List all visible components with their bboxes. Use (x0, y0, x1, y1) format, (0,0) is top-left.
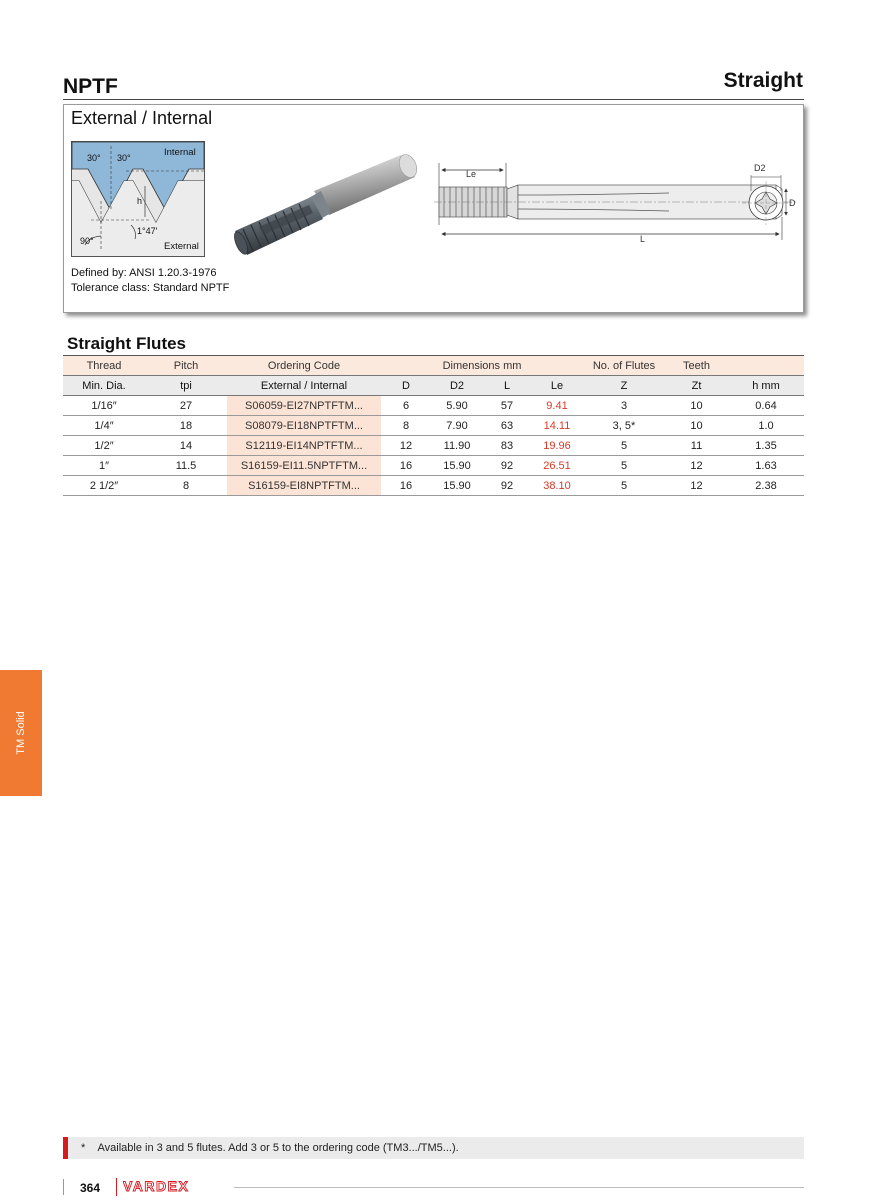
cell-zt: 10 (665, 396, 728, 416)
page-title: NPTF (63, 75, 118, 98)
cell-min-dia: 1/16″ (63, 396, 145, 416)
cell-tpi: 27 (145, 396, 227, 416)
cell-le: 9.41 (531, 396, 583, 416)
cell-le: 14.11 (531, 416, 583, 436)
angle-right-label: 30° (117, 153, 131, 163)
cell-zt: 12 (665, 476, 728, 496)
angle-left-label: 30° (87, 153, 101, 163)
column-header: Zt (665, 376, 728, 396)
group-header-pitch: Pitch (145, 356, 227, 376)
section-side-tab[interactable] (0, 670, 42, 796)
defined-by-text: Defined by: ANSI 1.20.3-1976 (71, 267, 217, 279)
tool-photo (229, 151, 424, 266)
cell-d2: 7.90 (431, 416, 483, 436)
cell-d2: 11.90 (431, 436, 483, 456)
group-header-thread: Thread (63, 356, 145, 376)
cell-h: 1.63 (728, 456, 804, 476)
cell-l: 63 (483, 416, 531, 436)
cell-l: 92 (483, 476, 531, 496)
standard-definition (71, 266, 229, 296)
table-row (63, 416, 804, 436)
cell-z: 5 (583, 436, 665, 456)
footer-tick (63, 1179, 64, 1195)
tolerance-text: Tolerance class: Standard NPTF (71, 282, 230, 294)
section-title: Straight Flutes (67, 334, 187, 353)
cell-d: 16 (381, 456, 431, 476)
cell-h: 1.35 (728, 436, 804, 456)
footnote-accent (63, 1137, 68, 1159)
table-row (63, 456, 804, 476)
cell-h: 1.0 (728, 416, 804, 436)
thread-info-panel (63, 104, 804, 313)
le-dim-label: Le (466, 169, 477, 179)
cell-z: 3, 5* (583, 416, 665, 436)
brand-logo (123, 1178, 225, 1194)
page-subtitle: Straight (723, 69, 803, 92)
footer-rule (234, 1187, 804, 1188)
cell-d: 8 (381, 416, 431, 436)
height-label: h (137, 196, 143, 206)
cell-l: 57 (483, 396, 531, 416)
cell-tpi: 11.5 (145, 456, 227, 476)
d2-dim-label: D2 (754, 163, 766, 173)
cell-tpi: 8 (145, 476, 227, 496)
l-dim-label: L (640, 234, 646, 244)
cell-d2: 15.90 (431, 476, 483, 496)
cell-min-dia: 1/2″ (63, 436, 145, 456)
table-row (63, 396, 804, 416)
group-header-ordering-code: Ordering Code (227, 356, 381, 376)
cell-d: 6 (381, 396, 431, 416)
cell-min-dia: 2 1/2″ (63, 476, 145, 496)
panel-title: External / Internal (71, 108, 213, 128)
column-header: D (381, 376, 431, 396)
footnote-bar (63, 1137, 804, 1159)
cell-min-dia: 1/4″ (63, 416, 145, 436)
cell-zt: 10 (665, 416, 728, 436)
cell-d: 12 (381, 436, 431, 456)
cell-le: 38.10 (531, 476, 583, 496)
internal-label: Internal (164, 147, 196, 158)
cell-le: 19.96 (531, 436, 583, 456)
cell-ordering-code: S06059-EI27NPTFTM... (227, 396, 381, 416)
thread-profile-diagram (71, 141, 205, 257)
brand-wordmark: VARDEX (123, 1178, 190, 1194)
footnote-body: Available in 3 and 5 flutes. Add 3 or 5 to the ordering code (TM3.../TM5...). (97, 1142, 459, 1154)
title-divider (63, 99, 804, 100)
cell-ordering-code: S08079-EI18NPTFTM... (227, 416, 381, 436)
column-header: Z (583, 376, 665, 396)
side-tab-label: TM Solid (15, 711, 27, 755)
footnote-text (81, 1142, 459, 1154)
tool-end-view (737, 161, 797, 241)
group-header-flutes: No. of Flutes (583, 356, 665, 376)
cell-z: 5 (583, 456, 665, 476)
cell-ordering-code: S12119-EI14NPTFTM... (227, 436, 381, 456)
cell-z: 5 (583, 476, 665, 496)
column-header: L (483, 376, 531, 396)
column-header: D2 (431, 376, 483, 396)
cell-le: 26.51 (531, 456, 583, 476)
cell-tpi: 18 (145, 416, 227, 436)
column-header: h mm (728, 376, 804, 396)
cell-z: 3 (583, 396, 665, 416)
group-header-blank (728, 356, 804, 376)
cell-h: 2.38 (728, 476, 804, 496)
footer-divider (116, 1178, 117, 1196)
cell-d2: 15.90 (431, 456, 483, 476)
cell-min-dia: 1″ (63, 456, 145, 476)
cell-d: 16 (381, 476, 431, 496)
page-number: 364 (80, 1181, 101, 1195)
group-header-teeth: Teeth (665, 356, 728, 376)
cell-l: 92 (483, 456, 531, 476)
d-dim-label: D (789, 198, 796, 208)
right-angle-label: 90° (80, 236, 94, 246)
taper-angle-label: 1°47′ (137, 226, 158, 236)
group-header-dimensions: Dimensions mm (381, 356, 583, 376)
cell-ordering-code: S16159-EI8NPTFTM... (227, 476, 381, 496)
cell-zt: 12 (665, 456, 728, 476)
external-label: External (164, 241, 199, 252)
cell-ordering-code: S16159-EI11.5NPTFTM... (227, 456, 381, 476)
column-header: Min. Dia. (63, 376, 145, 396)
cell-tpi: 14 (145, 436, 227, 456)
cell-h: 0.64 (728, 396, 804, 416)
column-header: Le (531, 376, 583, 396)
table-row (63, 436, 804, 456)
cell-l: 83 (483, 436, 531, 456)
cell-d2: 5.90 (431, 396, 483, 416)
table-row (63, 476, 804, 496)
footnote-marker: * (81, 1142, 86, 1154)
column-header: tpi (145, 376, 227, 396)
column-header: External / Internal (227, 376, 381, 396)
specs-table (63, 355, 804, 496)
cell-zt: 11 (665, 436, 728, 456)
